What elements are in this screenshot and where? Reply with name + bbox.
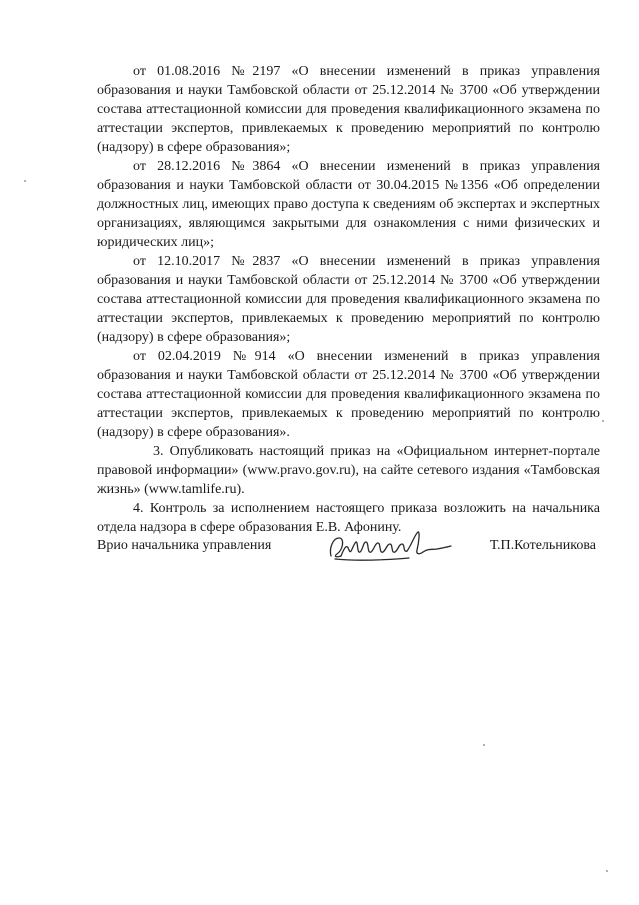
amendment-item-2019-04-02: от 02.04.2019 №914 «О внесении изменений в приказ управления образования и науки Тамбовской области от 25.12.2014 № 3700 «Об утверждении состава аттестационной комиссии для проведения квалификационного экзамена по аттестации экспертов, привлекаемых к проведению мероприятий по контролю (надзору) в сфере образования».: [97, 349, 600, 440]
signature-block: [97, 528, 600, 568]
scan-speck: [24, 180, 26, 182]
amendment-item-2016-12-28: от 28.12.2016 №3864 «О внесении изменений в приказ управления образования и науки Тамбовской области от 30.04.2015 №1356 «Об определении должностных лиц, имеющих право доступа к сведениям об экспертах и экспертных организациях, являющимся закрытыми для ознакомления с ними физических и юридических лиц»;: [97, 159, 600, 250]
scan-speck: [602, 420, 604, 422]
amendment-item-2017-10-12: от 12.10.2017 №2837 «О внесении изменений в приказ управления образования и науки Тамбовской области от 25.12.2014 № 3700 «Об утверждении состава аттестационной комиссии для проведения квалификационного экзамена по аттестации экспертов, привлекаемых к проведению мероприятий по контролю (надзору) в сфере образования»;: [97, 254, 600, 345]
signer-position-title: Врио начальника управления: [97, 538, 272, 553]
clause-4-control: 4. Контроль за исполнением настоящего приказа возложить на начальника отдела надзора в сфере образования Е.В. Афонину.: [97, 501, 600, 535]
signer-name: Т.П.Котельникова: [489, 538, 596, 553]
clause-3-publication: 3. Опубликовать настоящий приказ на «Официальном интернет-портале правовой информации» (www.pravo.gov.ru), на сайте сетевого издания «Тамбовская жизнь» (www.tamlife.ru).: [97, 444, 600, 497]
handwritten-signature: [325, 528, 455, 564]
scan-speck: [606, 870, 608, 872]
scan-speck: [483, 744, 485, 746]
document-body: [97, 62, 600, 537]
amendment-item-2016-08-01: от 01.08.2016 №2197 «О внесении изменений в приказ управления образования и науки Тамбовской области от 25.12.2014 № 3700 «Об утверждении состава аттестационной комиссии для проведения квалификационного экзамена по аттестации экспертов, привлекаемых к проведению мероприятий по контролю (надзору) в сфере образования»;: [97, 64, 600, 155]
